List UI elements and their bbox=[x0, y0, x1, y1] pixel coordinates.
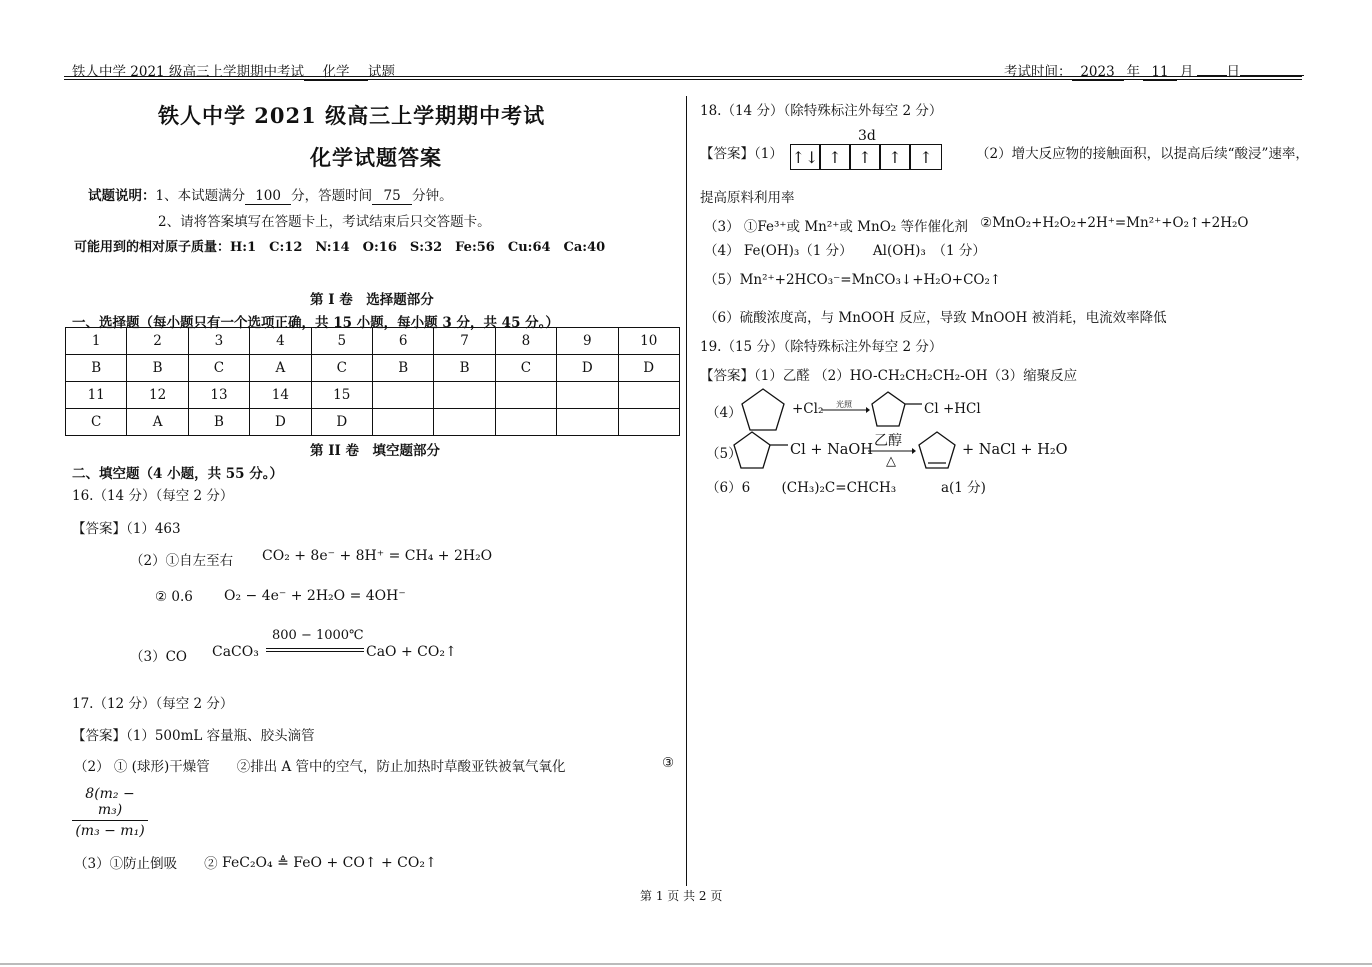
table-cell: 8 bbox=[495, 328, 556, 355]
q16-answer2b-equation: O₂ − 4e⁻ + 2H₂O = 4OH⁻ bbox=[224, 588, 406, 604]
doc-subtitle: 化学试题答案 bbox=[310, 145, 442, 170]
table-cell: 5 bbox=[311, 328, 372, 355]
table-cell bbox=[495, 382, 556, 409]
table-cell: B bbox=[66, 355, 127, 382]
header-suffix: 试题 bbox=[367, 64, 395, 80]
table-cell: B bbox=[434, 355, 495, 382]
table-cell bbox=[557, 382, 618, 409]
chlorocyclopentane-icon bbox=[732, 430, 790, 472]
q16-answer3-label: （3）CO bbox=[130, 649, 187, 665]
table-cell: 2 bbox=[127, 328, 188, 355]
table-cell: C bbox=[311, 355, 372, 382]
header-left bbox=[72, 60, 395, 81]
table-cell: 13 bbox=[188, 382, 249, 409]
orbital-box: ↑↓ bbox=[790, 144, 820, 170]
header-right bbox=[1004, 60, 1304, 81]
table-cell: 3 bbox=[188, 328, 249, 355]
part2-heading: 第 II 卷 填空题部分 bbox=[310, 443, 441, 459]
table-row bbox=[66, 328, 680, 355]
q17-answer1: 【答案】（1）500mL 容量瓶、胶头滴管 bbox=[72, 728, 315, 744]
atomic-masses: 可能用到的相对原子质量：H:1 C:12 N:14 O:16 S:32 Fe:56 Cu:64 Ca:40 bbox=[74, 240, 606, 255]
header-month: 11 bbox=[1143, 65, 1177, 81]
q17-answer2-mark: ③ bbox=[662, 755, 675, 771]
table-cell: D bbox=[250, 409, 311, 436]
table-cell: 6 bbox=[372, 328, 433, 355]
instructions-item1-a: 1、本试题满分 bbox=[155, 188, 246, 204]
q17-answer3-label: （3）①防止倒吸 ② bbox=[74, 856, 218, 872]
table-cell bbox=[495, 409, 556, 436]
q17-answer3-equation: FeC₂O₄ ≜ FeO + CO↑ + CO₂↑ bbox=[222, 855, 437, 871]
q16-answer2-label: （2）①自左至右 bbox=[130, 553, 234, 569]
chlorocyclopentane-icon bbox=[870, 390, 926, 430]
part2-section-title: 二、填空题（4 小题，共 55 分。） bbox=[72, 466, 284, 482]
table-cell: B bbox=[372, 355, 433, 382]
orbital-box: ↑ bbox=[820, 144, 850, 170]
table-cell: 11 bbox=[66, 382, 127, 409]
cyclopentene-icon bbox=[916, 430, 958, 472]
table-cell: B bbox=[127, 355, 188, 382]
q17-fraction-numerator: 8(m₂ − m₃) bbox=[85, 786, 135, 818]
table-cell: C bbox=[188, 355, 249, 382]
q19-answer5-condition-top: 乙醇 bbox=[874, 433, 902, 449]
q16-answer3-rhs: CaO + CO₂↑ bbox=[366, 644, 457, 660]
table-cell: B bbox=[188, 409, 249, 436]
q18-answer5: （5）Mn²⁺+2HCO₃⁻=MnCO₃↓+H₂O+CO₂↑ bbox=[704, 272, 1002, 288]
instructions-line2: 2、请将答案填写在答题卡上，考试结束后只交答题卡。 bbox=[158, 214, 491, 230]
header-exam-name: 铁人中学 2021 级高三上学期期中考试 bbox=[72, 64, 304, 80]
q19-answer5-lhs: Cl + NaOH bbox=[790, 442, 873, 458]
table-cell: A bbox=[127, 409, 188, 436]
table-row bbox=[66, 409, 680, 436]
table-cell: D bbox=[618, 355, 679, 382]
header-day-unit: 日 bbox=[1226, 64, 1240, 80]
q16-answer2-equation: CO₂ + 8e⁻ + 8H⁺ = CH₄ + 2H₂O bbox=[262, 548, 493, 564]
header-rule-2 bbox=[64, 79, 1302, 80]
q19-answer5-condition-bottom: △ bbox=[886, 454, 896, 469]
table-cell: C bbox=[66, 409, 127, 436]
answer-table bbox=[65, 327, 680, 436]
q19-answer5-label: （5） bbox=[706, 446, 742, 462]
doc-title: 铁人中学 2021 级高三上学期期中考试 bbox=[158, 103, 546, 128]
q18-answer2: （2）增大反应物的接触面积，以提高后续“酸浸”速率， bbox=[976, 146, 1309, 162]
total-score: 100 bbox=[245, 189, 291, 205]
table-cell bbox=[434, 382, 495, 409]
table-cell: A bbox=[250, 355, 311, 382]
column-divider bbox=[686, 96, 687, 886]
table-cell bbox=[372, 382, 433, 409]
table-cell: 10 bbox=[618, 328, 679, 355]
q17-answer2: （2） ① (球形)干燥管 ②排出 A 管中的空气，防止加热时草酸亚铁被氧气氧化 bbox=[74, 759, 566, 775]
table-cell: 14 bbox=[250, 382, 311, 409]
q16-equal-line-1 bbox=[266, 648, 364, 649]
q19-answer4-label: （4） bbox=[706, 405, 742, 421]
q18-answer4: （4） Fe(OH)₃（1 分） Al(OH)₃ （1 分） bbox=[704, 243, 986, 259]
q17-fraction-denominator: (m₃ − m₁) bbox=[75, 823, 145, 839]
header-time-label: 考试时间： bbox=[1004, 64, 1072, 80]
q17-title: 17.（12 分）（每空 2 分） bbox=[72, 696, 234, 712]
q19-answer1: 【答案】（1）乙醛 （2）HO-CH₂CH₂CH₂-OH（3）缩聚反应 bbox=[700, 368, 1078, 384]
table-row bbox=[66, 382, 680, 409]
q16-answer2b-label: ② 0.6 bbox=[155, 589, 193, 605]
table-cell: 12 bbox=[127, 382, 188, 409]
table-cell: C bbox=[495, 355, 556, 382]
q18-answer3-part2: ②MnO₂+H₂O₂+2H⁺=Mn²⁺+O₂↑+2H₂O bbox=[980, 215, 1249, 231]
q18-answer1-label: 【答案】（1） bbox=[700, 146, 783, 162]
header-rule-1 bbox=[64, 76, 1302, 77]
table-cell: D bbox=[311, 409, 372, 436]
q16-equal-line-2 bbox=[266, 651, 364, 652]
table-cell: 9 bbox=[557, 328, 618, 355]
q17-fraction bbox=[72, 786, 148, 839]
q18-answer6: （6）硫酸浓度高，与 MnOOH 反应，导致 MnOOH 被消耗，电流效率降低 bbox=[704, 310, 1167, 326]
table-row bbox=[66, 355, 680, 382]
page-number: 第 1 页 共 2 页 bbox=[640, 889, 723, 903]
header-year-unit: 年 bbox=[1126, 64, 1140, 80]
q17-fraction-bar bbox=[72, 820, 148, 821]
header-month-unit: 月 bbox=[1180, 64, 1194, 80]
instructions-line1 bbox=[88, 184, 453, 205]
table-cell: D bbox=[557, 355, 618, 382]
q16-answer1: 【答案】（1）463 bbox=[72, 521, 181, 537]
orbital-box: ↑ bbox=[850, 144, 880, 170]
cyclopentane-icon bbox=[738, 386, 788, 434]
header-subject: 化学 bbox=[304, 65, 368, 81]
reaction-arrow-icon bbox=[822, 405, 870, 415]
table-cell bbox=[557, 409, 618, 436]
table-cell bbox=[434, 409, 495, 436]
table-cell: 15 bbox=[311, 382, 372, 409]
q16-title: 16.（14 分）（每空 2 分） bbox=[72, 488, 234, 504]
table-cell: 7 bbox=[434, 328, 495, 355]
q19-answer4-reagent: +Cl₂ bbox=[792, 401, 824, 417]
exam-duration: 75 bbox=[372, 189, 412, 205]
q19-title: 19.（15 分）（除特殊标注外每空 2 分） bbox=[700, 339, 943, 355]
q19-answer5-rhs: + NaCl + H₂O bbox=[962, 442, 1068, 458]
q18-title: 18.（14 分）（除特殊标注外每空 2 分） bbox=[700, 103, 943, 119]
orbital-box: ↑ bbox=[910, 144, 942, 170]
table-cell bbox=[372, 409, 433, 436]
instructions-item1-b: 分，答题时间 bbox=[291, 188, 373, 204]
part1-heading: 第 I 卷 选择题部分 bbox=[310, 292, 434, 308]
q19-answer4-product: Cl +HCl bbox=[924, 401, 981, 417]
instructions-item1-c: 分钟。 bbox=[412, 188, 453, 204]
table-cell bbox=[618, 382, 679, 409]
q19-answer6: （6）6 (CH₃)₂C=CHCH₃ a(1 分) bbox=[706, 480, 986, 496]
q18-orbital-label: 3d bbox=[858, 128, 876, 144]
table-cell: 1 bbox=[66, 328, 127, 355]
header-year: 2023 bbox=[1072, 65, 1124, 81]
bottom-edge bbox=[0, 963, 1372, 965]
q18-answer2-cont: 提高原料利用率 bbox=[700, 190, 795, 206]
q16-answer3-lhs: CaCO₃ bbox=[212, 644, 259, 660]
q19-answer4-condition: 光照 bbox=[836, 400, 852, 409]
q16-answer3-condition: 800 − 1000℃ bbox=[272, 628, 364, 643]
table-cell: 4 bbox=[250, 328, 311, 355]
orbital-box: ↑ bbox=[880, 144, 910, 170]
table-cell bbox=[618, 409, 679, 436]
part1-section-title: 一、选择题（每小题只有一个选项正确，共 15 小题，每小题 3 分，共 45 分。） bbox=[72, 315, 559, 331]
instructions-label: 试题说明： bbox=[88, 188, 156, 204]
q18-answer3-part1: （3） ①Fe³⁺或 Mn²⁺或 MnO₂ 等作催化剂 bbox=[704, 219, 968, 235]
